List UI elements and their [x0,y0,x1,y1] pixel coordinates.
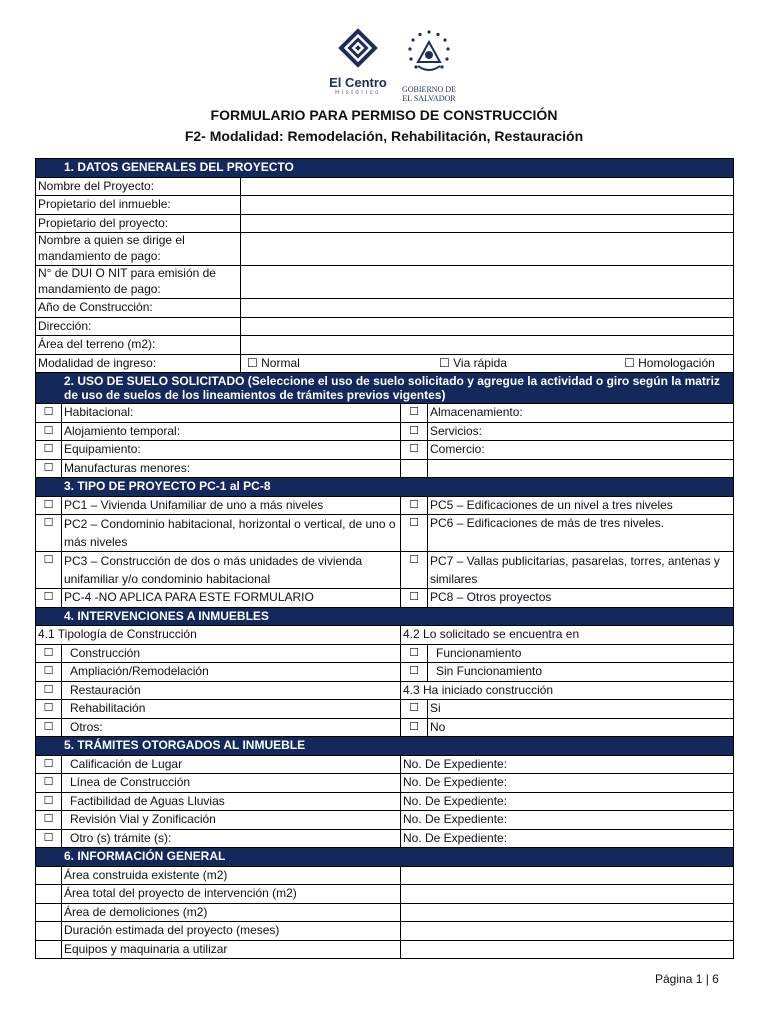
field-label: Dirección: [36,317,241,336]
gobierno-logo [396,28,462,103]
checkbox-alojamiento[interactable]: ☐ [36,422,62,441]
project-name-field[interactable] [241,177,734,196]
checkbox-icon: ☐ [439,355,450,370]
el-centro-logo [326,28,390,96]
section-heading: 3. TIPO DE PROYECTO PC-1 al PC-8 [36,478,734,497]
field-label: Modalidad de ingreso: [36,354,241,373]
checkbox-pc1[interactable]: ☐ [36,496,62,515]
option-label: PC5 – Edificaciones de un nivel a tres niveles [428,496,734,515]
checkbox-construccion[interactable]: ☐ [36,644,62,663]
checkbox-funcionamiento[interactable]: ☐ [401,644,428,663]
form-row [36,214,734,233]
header-logos [0,14,768,103]
form-row [36,266,734,299]
modalidad-via-rapida-option[interactable] [439,355,624,371]
option-label: Restauración [62,681,401,700]
field-label: Año de Construcción: [36,299,241,318]
option-label: Servicios: [428,422,734,441]
section-4-header [36,607,734,626]
duration-field[interactable] [401,922,734,941]
empty-cell [36,885,62,904]
modalidad-row [36,354,734,373]
subsection-title: 4.1 Tipología de Construcción [36,626,401,645]
construction-permit-form [35,158,734,959]
checkbox-pc6[interactable]: ☐ [401,515,428,552]
form-row [36,700,734,719]
option-label: PC1 – Vivienda Unifamiliar de uno a más niveles [62,496,401,515]
field-label: Nombre a quien se dirige el mandamiento de pago: [36,233,241,266]
form-row [36,792,734,811]
form-row [36,644,734,663]
section-3-header [36,478,734,497]
payment-recipient-field[interactable] [241,233,734,266]
expediente-field[interactable]: No. De Expediente: [401,829,734,848]
option-label: Normal [261,355,300,370]
section-2-header [36,373,734,404]
form-row [36,404,734,423]
form-row [36,829,734,848]
checkbox-almacenamiento[interactable]: ☐ [401,404,428,423]
checkbox-pc4[interactable]: ☐ [36,589,62,608]
form-row [36,317,734,336]
checkbox-pc8[interactable]: ☐ [401,589,428,608]
field-label: Equipos y maquinaria a utilizar [62,940,401,959]
empty-cell [36,940,62,959]
form-row [36,299,734,318]
checkbox-manufacturas[interactable]: ☐ [36,459,62,478]
option-label: Revisión Vial y Zonificación [62,811,401,830]
form-row [36,681,734,700]
field-label: Propietario del inmueble: [36,196,241,215]
form-row [36,755,734,774]
checkbox-factibilidad[interactable]: ☐ [36,792,62,811]
option-label: No [428,718,734,737]
option-label: PC2 – Condominio habitacional, horizontal o vertical, de uno o más niveles [62,515,401,552]
option-label: Comercio: [428,441,734,460]
gobierno-line1: GOBIERNO DE [402,85,456,94]
option-label: Factibilidad de Aguas Lluvias [62,792,401,811]
option-label: PC3 – Construcción de dos o más unidades de vivienda unifamiliar y/o condominio habitacional [62,552,401,589]
checkbox-pc7[interactable]: ☐ [401,552,428,589]
modalidad-options [241,354,734,373]
option-label: Manufacturas menores: [62,459,401,478]
checkbox-icon: ☐ [624,355,635,370]
dui-nit-field[interactable] [241,266,734,299]
option-label: Sin Funcionamiento [428,663,734,682]
section-heading: 1. DATOS GENERALES DEL PROYECTO [36,159,734,178]
el-centro-sub: Histórico [335,90,381,96]
coat-of-arms-icon [403,28,455,80]
gobierno-line2: EL SALVADOR [402,94,456,103]
subsection-title: 4.3 Ha iniciado construcción [401,681,734,700]
option-label: Funcionamiento [428,644,734,663]
form-row [36,422,734,441]
checkbox-rehabilitacion[interactable]: ☐ [36,700,62,719]
option-label: Otros: [62,718,401,737]
empty-cell [36,922,62,941]
empty-cell [401,459,428,478]
form-row [36,459,734,478]
option-label: Línea de Construcción [62,774,401,793]
checkbox-ampliacion[interactable]: ☐ [36,663,62,682]
section-5-header [36,737,734,756]
option-label: Construcción [62,644,401,663]
checkbox-comercio[interactable]: ☐ [401,441,428,460]
address-field[interactable] [241,317,734,336]
empty-cell [36,903,62,922]
form-row [36,774,734,793]
checkbox-pc5[interactable]: ☐ [401,496,428,515]
field-label: Área construida existente (m2) [62,866,401,885]
option-label: Otro (s) trámite (s): [62,829,401,848]
existing-area-field[interactable] [401,866,734,885]
empty-cell [36,866,62,885]
demolition-area-field[interactable] [401,903,734,922]
form-title: FORMULARIO PARA PERMISO DE CONSTRUCCIÓN [210,107,558,123]
checkbox-otros[interactable]: ☐ [36,718,62,737]
checkbox-otro-tramite[interactable]: ☐ [36,829,62,848]
option-label: Alojamiento temporal: [62,422,401,441]
form-row [36,336,734,355]
option-label: Habitacional: [62,404,401,423]
field-label: N° de DUI O NIT para emisión de mandamiento de pago: [36,266,241,299]
checkbox-pc3[interactable]: ☐ [36,552,62,589]
empty-cell [428,459,734,478]
form-row [36,866,734,885]
expediente-field[interactable]: No. De Expediente: [401,811,734,830]
expediente-field[interactable]: No. De Expediente: [401,792,734,811]
option-label: PC6 – Edificaciones de más de tres niveles. [428,515,734,552]
section-6-header [36,848,734,867]
checkbox-si[interactable]: ☐ [401,700,428,719]
modalidad-normal-option[interactable] [247,355,439,371]
checkbox-linea[interactable]: ☐ [36,774,62,793]
land-area-field[interactable] [241,336,734,355]
option-label: Calificación de Lugar [62,755,401,774]
option-label: Homologación [638,355,715,370]
page-number: Página 1 | 6 [655,972,719,986]
option-label: Si [428,700,734,719]
project-owner-field[interactable] [241,214,734,233]
checkbox-equipamiento[interactable]: ☐ [36,441,62,460]
field-label: Nombre del Proyecto: [36,177,241,196]
form-row [36,718,734,737]
expediente-field[interactable]: No. De Expediente: [401,755,734,774]
checkbox-revision-vial[interactable]: ☐ [36,811,62,830]
option-label: PC8 – Otros proyectos [428,589,734,608]
form-row [36,177,734,196]
expediente-field[interactable]: No. De Expediente: [401,774,734,793]
form-row [36,589,734,608]
option-label: PC-4 -NO APLICA PARA ESTE FORMULARIO [62,589,401,608]
intervention-area-field[interactable] [401,885,734,904]
field-label: Área del terreno (m2): [36,336,241,355]
form-row [36,496,734,515]
option-label: Equipamiento: [62,441,401,460]
section-heading: 5. TRÁMITES OTORGADOS AL INMUEBLE [36,737,734,756]
form-row [36,233,734,266]
construction-year-field[interactable] [241,299,734,318]
checkbox-habitacional[interactable]: ☐ [36,404,62,423]
option-label: Via rápida [453,355,507,370]
modalidad-homologacion-option[interactable] [624,355,715,371]
checkbox-pc2[interactable]: ☐ [36,515,62,552]
checkbox-no[interactable]: ☐ [401,718,428,737]
form-row [36,552,734,589]
checkbox-restauracion[interactable]: ☐ [36,681,62,700]
form-subtitle: F2- Modalidad: Remodelación, Rehabilitación, Restauración [184,128,584,144]
el-centro-name: El Centro [329,75,387,90]
form-row [36,663,734,682]
checkbox-sin-funcionamiento[interactable]: ☐ [401,663,428,682]
form-row [36,922,734,941]
form-row [36,940,734,959]
checkbox-icon: ☐ [247,355,258,370]
form-row [36,903,734,922]
option-label: Almacenamiento: [428,404,734,423]
checkbox-calificacion[interactable]: ☐ [36,755,62,774]
form-row [36,626,734,645]
form-row [36,196,734,215]
option-label: Ampliación/Remodelación [62,663,401,682]
subsection-title: 4.2 Lo solicitado se encuentra en [401,626,734,645]
option-label: Rehabilitación [62,700,401,719]
field-label: Propietario del proyecto: [36,214,241,233]
section-1-header [36,159,734,178]
diamond-logo-icon [338,28,378,68]
field-label: Duración estimada del proyecto (meses) [62,922,401,941]
form-row [36,885,734,904]
section-heading: 6. INFORMACIÓN GENERAL [36,848,734,867]
form-row [36,515,734,552]
form-row [36,441,734,460]
equipment-field[interactable] [401,940,734,959]
option-label: PC7 – Vallas publicitarias, pasarelas, torres, antenas y similares [428,552,734,589]
property-owner-field[interactable] [241,196,734,215]
field-label: Área total del proyecto de intervención (m2) [62,885,401,904]
field-label: Área de demoliciones (m2) [62,903,401,922]
checkbox-servicios[interactable]: ☐ [401,422,428,441]
form-row [36,811,734,830]
section-heading: 4. INTERVENCIONES A INMUEBLES [36,607,734,626]
section-heading: 2. USO DE SUELO SOLICITADO (Seleccione el uso de suelo solicitado y agregue la actividad o giro según la matriz de uso de suelos de los lineamientos de trámites previos vigentes) [36,373,734,404]
